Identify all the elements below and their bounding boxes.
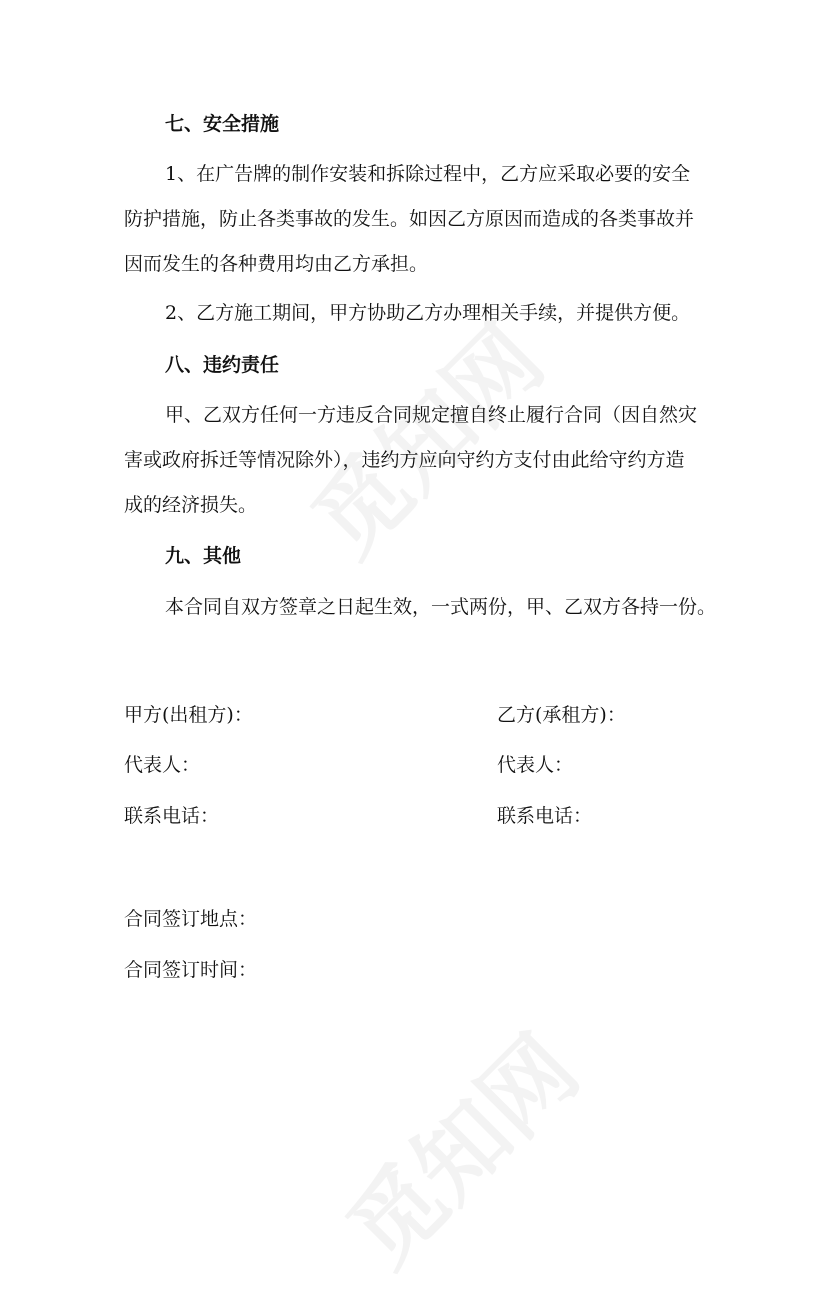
section-8-line-2: 害或政府拆迁等情况除外），违约方应向守约方支付由此给守约方造 [124,449,685,471]
party-a-label: 甲方(出租方)： [124,704,253,726]
section-7-item-1-line-2: 防护措施，防止各类事故的发生。如因乙方原因而造成的各类事故并 [124,208,695,230]
signing-place-label: 合同签订地点： [124,908,258,930]
section-8-line-1: 甲、乙双方任何一方违反合同规定擅自终止履行合同（因自然灾 [165,404,698,426]
section-8-heading: 八、违约责任 [165,354,280,376]
section-7-item-1-line-3: 因而发生的各种费用均由乙方承担。 [124,253,429,275]
representative-b-label: 代表人： [497,754,574,776]
section-7-item-2: 2、乙方施工期间，甲方协助乙方办理相关手续，并提供方便。 [165,302,691,324]
representative-a-label: 代表人： [124,754,201,776]
phone-b-label: 联系电话： [497,805,593,827]
section-8-line-3: 成的经济损失。 [124,494,258,516]
section-9-text: 本合同自双方签章之日起生效，一式两份，甲、乙双方各持一份。 [165,596,717,618]
signing-time-label: 合同签订时间： [124,959,258,981]
section-7-item-1-line-1: 1、在广告牌的制作安装和拆除过程中，乙方应采取必要的安全 [165,163,691,185]
watermark-lower [314,1002,603,1290]
section-9-heading: 九、其他 [165,545,242,567]
section-7-heading: 七、安全措施 [165,113,280,135]
phone-a-label: 联系电话： [124,805,220,827]
party-b-label: 乙方(承租方)： [497,704,626,726]
watermark-upper [279,292,568,581]
